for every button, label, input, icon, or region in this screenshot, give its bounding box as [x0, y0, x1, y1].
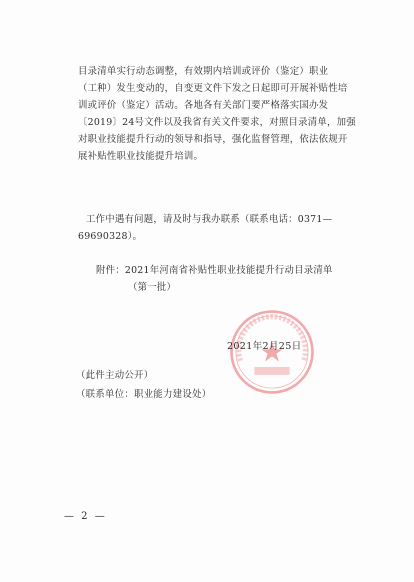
paragraph-line: 展补贴性职业技能提升培训。 [78, 151, 204, 162]
paragraph-line: 工作中遇有问题，请及时与我办联系（联系电话：0371— [86, 214, 333, 225]
paragraph-line: 69690328）。 [78, 231, 143, 242]
body-paragraph-1 [78, 63, 354, 165]
paragraph-line: 对职业技能提升行动的领导和指导，强化监督管理，依法依规开 [78, 134, 348, 145]
page-number: — 2 — [64, 511, 107, 522]
contact-unit-note: （联系单位：职业能力建设处） [76, 389, 212, 400]
attachment-block [96, 262, 372, 296]
body-paragraph-2 [78, 211, 354, 245]
public-note: （此件主动公开） [76, 370, 154, 381]
attachment-line: 附件：2021年河南省补贴性职业技能提升行动目录清单 [96, 265, 333, 276]
paragraph-line: 训或评价（鉴定）活动。各地各有关部门要严格落实国办发 [78, 100, 329, 111]
paragraph-line: 〔2019〕24号文件以及我省有关文件要求，对照目录清单，加强 [78, 117, 356, 128]
paragraph-line: （工种）发生变动的，自变更文件下发之日起即可开展补贴性培 [78, 83, 348, 94]
attachment-line: （第一批） [128, 282, 177, 293]
official-seal [228, 308, 316, 396]
issue-date: 2021年2月25日 [227, 341, 302, 352]
paragraph-line: 目录清单实行动态调整，有效期内培训或评价（鉴定）职业 [78, 66, 329, 77]
